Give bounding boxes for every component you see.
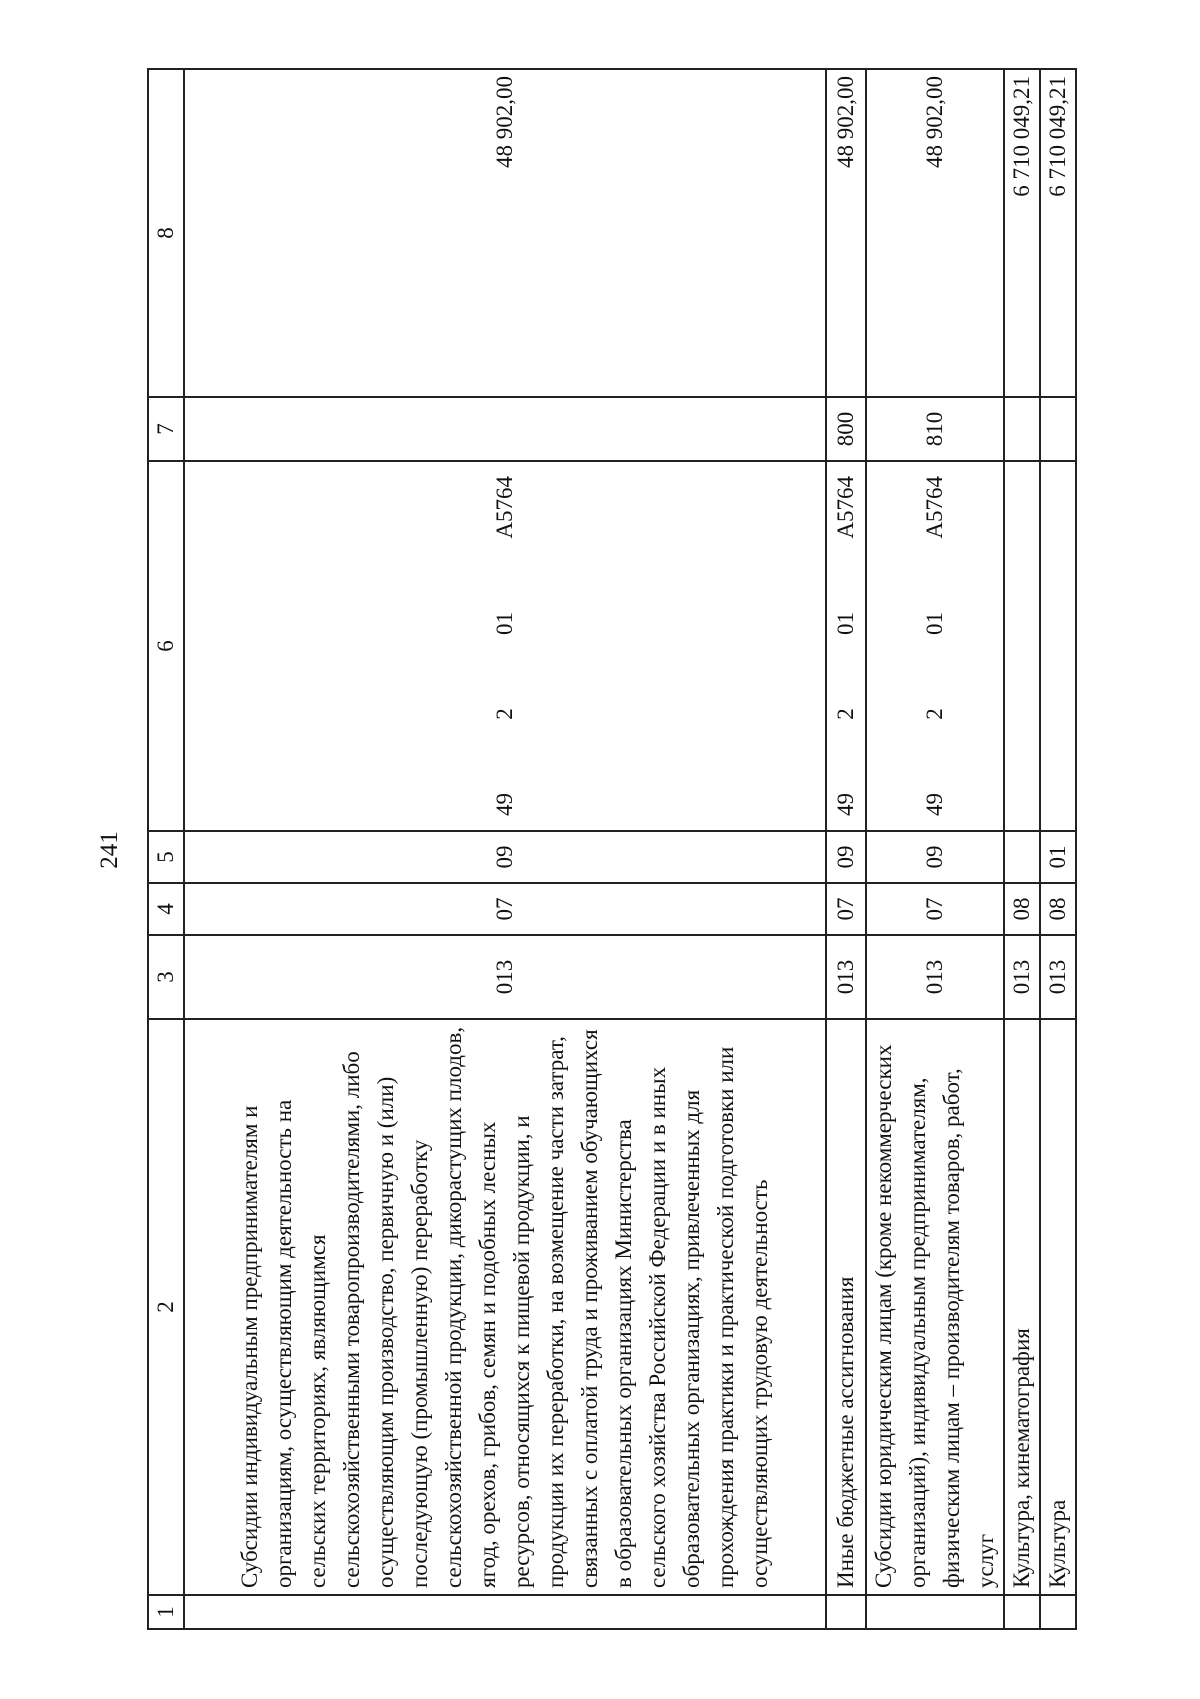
row-number-cell xyxy=(184,1595,826,1629)
section-code-cell: 07 xyxy=(184,883,826,935)
subsection-code-cell xyxy=(1004,831,1040,883)
item-name-cell: Культура, кинематография xyxy=(1004,1019,1040,1595)
target-article-cell xyxy=(1004,461,1040,831)
group-code: 01 xyxy=(833,611,858,635)
table-row xyxy=(1004,69,1040,1629)
row-number-cell xyxy=(826,1595,866,1629)
expense-type-cell xyxy=(1004,397,1040,461)
direction-code: A5764 xyxy=(833,476,858,539)
ministry-code-cell: 013 xyxy=(1004,935,1040,1019)
ministry-code-cell: 013 xyxy=(184,935,826,1019)
subsection-code-cell: 09 xyxy=(184,831,826,883)
direction-code: A5764 xyxy=(922,476,947,539)
program-code: 49 xyxy=(833,793,858,816)
row-number-cell xyxy=(1004,1595,1040,1629)
header-cell: 2 xyxy=(148,1019,184,1595)
ministry-code-cell: 013 xyxy=(826,935,866,1019)
subprogram-code: 2 xyxy=(922,708,947,720)
budget-table xyxy=(147,68,1077,1630)
ministry-code-cell: 013 xyxy=(1040,935,1076,1019)
program-code: 49 xyxy=(922,793,947,816)
target-article-cell xyxy=(1040,461,1076,831)
table-row xyxy=(1040,69,1076,1629)
subprogram-code: 2 xyxy=(833,708,858,720)
item-name-cell: Культура xyxy=(1040,1019,1076,1595)
subsection-code-cell: 01 xyxy=(1040,831,1076,883)
table-header-row xyxy=(148,69,184,1629)
expense-type-cell: 800 xyxy=(826,397,866,461)
amount-cell: 48 902,00 xyxy=(184,69,826,397)
ministry-code-cell: 013 xyxy=(866,935,1004,1019)
expense-type-cell xyxy=(1040,397,1076,461)
header-cell: 5 xyxy=(148,831,184,883)
group-code: 01 xyxy=(492,611,517,635)
header-cell: 4 xyxy=(148,883,184,935)
item-name-cell: Субсидии индивидуальным предпринимателям и организациям, осуществляющим деятельность на сельских территориях, являющимся сельскохозяйственными товаропроизводителями, либо осуществляющим производство, первичную и (или) последующую (промышленную) переработку сельскохозяйственной продукции, дикорастущих плодов, ягод, орехов, грибов, семян и подобных лесных ресурсов, относящихся к пищевой продукции, и продукции их переработки, на возмещение части затрат, связанных с оплатой труда и проживанием обучающихся в образовательных организациях Министерства сельского хозяйства Российской Федерации и в иных образовательных организациях, привлеченных для прохождения практики и практической подготовки или осуществляющих трудовую деятельность xyxy=(184,1019,826,1595)
program-code: 49 xyxy=(492,793,517,816)
table-row xyxy=(826,69,866,1629)
target-article-cell xyxy=(866,461,1004,831)
expense-type-cell: 810 xyxy=(866,397,1004,461)
direction-code: A5764 xyxy=(492,476,517,539)
section-code-cell: 07 xyxy=(866,883,1004,935)
table-row xyxy=(866,69,1004,1629)
amount-cell: 48 902,00 xyxy=(826,69,866,397)
section-code-cell: 07 xyxy=(826,883,866,935)
subsection-code-cell: 09 xyxy=(866,831,1004,883)
section-code-cell: 08 xyxy=(1004,883,1040,935)
amount-cell: 48 902,00 xyxy=(866,69,1004,397)
amount-cell: 6 710 049,21 xyxy=(1040,69,1076,397)
header-cell: 8 xyxy=(148,69,184,397)
header-cell: 1 xyxy=(148,1595,184,1629)
expense-type-cell xyxy=(184,397,826,461)
header-cell: 3 xyxy=(148,935,184,1019)
table-row xyxy=(184,69,826,1629)
page-number: 241 xyxy=(96,831,123,869)
rotated-page-content xyxy=(147,70,1070,1630)
header-cell: 6 xyxy=(148,461,184,831)
amount-cell: 6 710 049,21 xyxy=(1004,69,1040,397)
section-code-cell: 08 xyxy=(1040,883,1076,935)
subprogram-code: 2 xyxy=(492,708,517,720)
row-number-cell xyxy=(866,1595,1004,1629)
row-number-cell xyxy=(1040,1595,1076,1629)
subsection-code-cell: 09 xyxy=(826,831,866,883)
group-code: 01 xyxy=(922,611,947,635)
item-name-cell: Иные бюджетные ассигнования xyxy=(826,1019,866,1595)
target-article-cell xyxy=(184,461,826,831)
header-cell: 7 xyxy=(148,397,184,461)
target-article-cell xyxy=(826,461,866,831)
item-name-cell: Субсидии юридическим лицам (кроме некоммерческих организаций), индивидуальным предпринимателям, физическим лицам – производителям товаров, работ, услуг xyxy=(866,1019,1004,1595)
